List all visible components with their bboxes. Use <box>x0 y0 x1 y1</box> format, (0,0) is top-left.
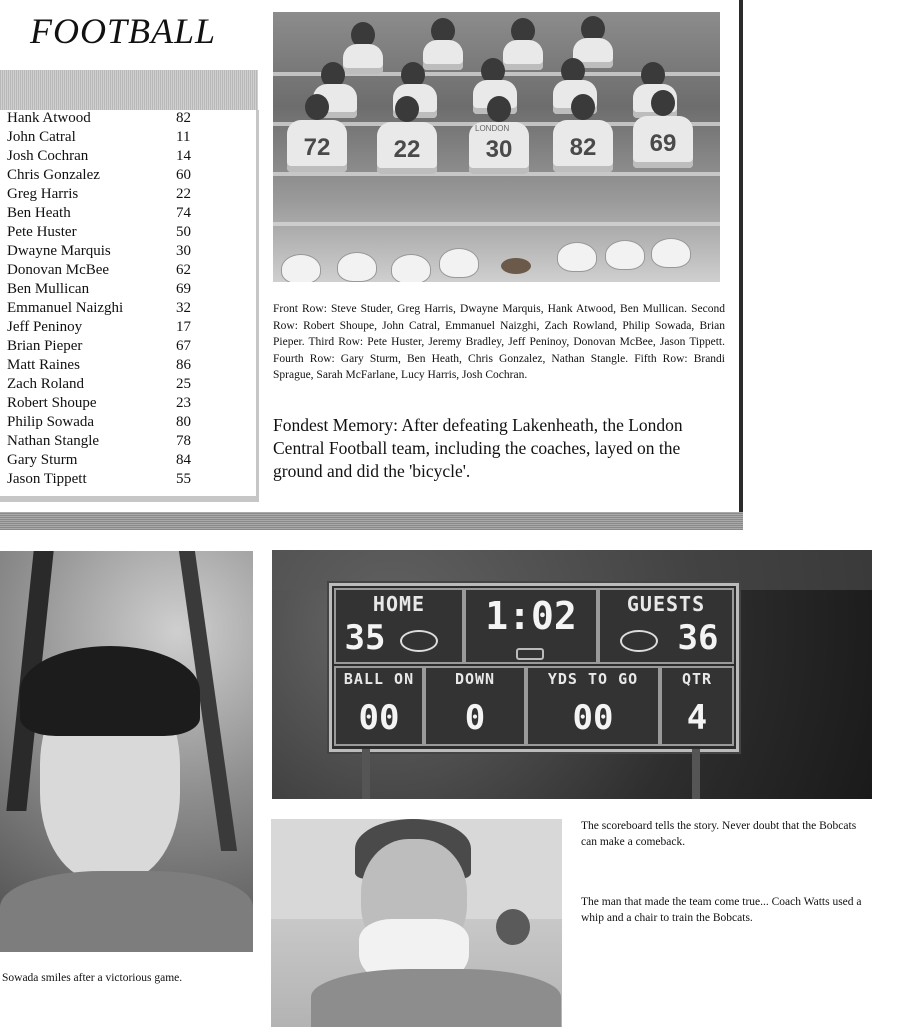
jersey-number: 72 <box>303 134 331 161</box>
possession-football-icon <box>400 630 438 652</box>
player-name: Hank Atwood <box>7 110 91 126</box>
down-label: DOWN <box>454 670 496 688</box>
roster-row <box>7 223 247 242</box>
roster-row <box>7 470 247 489</box>
player-number: 74 <box>176 205 191 221</box>
quarter-panel <box>660 666 734 746</box>
player-name: Robert Shoupe <box>7 395 97 411</box>
scoreboard-photo <box>272 550 872 799</box>
scoreboard-post <box>692 749 700 799</box>
player-name: Philip Sowada <box>7 414 95 430</box>
jersey-number: 69 <box>649 130 677 157</box>
roster-row <box>7 337 247 356</box>
helmet-icon <box>391 254 431 282</box>
helmet-icon <box>439 248 479 278</box>
helmet-icon <box>605 240 645 270</box>
roster-row <box>7 299 247 318</box>
player-number: 86 <box>176 357 191 373</box>
roster-row <box>7 413 247 432</box>
helmet-icon <box>557 242 597 272</box>
player-name: Donovan McBee <box>7 262 110 278</box>
player-number: 80 <box>176 414 191 430</box>
scoreboard <box>329 583 739 752</box>
player-number: 82 <box>176 110 191 126</box>
player-number: 62 <box>176 262 191 278</box>
down-panel <box>424 666 526 746</box>
jersey-number: 30 <box>485 136 513 163</box>
player-name: Emmanuel Naizghi <box>7 300 124 316</box>
player-number: 67 <box>176 338 191 354</box>
home-label: HOME <box>372 592 426 616</box>
home-panel <box>334 588 464 664</box>
roster-row <box>7 451 247 470</box>
clock-panel <box>464 588 598 664</box>
scoreboard-caption: The scoreboard tells the story. Never doubt that the Bobcats can make a comeback. <box>581 820 857 848</box>
fondest-memory: Fondest Memory: After defeating Lakenheath, the London Central Football team, including the coaches, layed on the ground and did the 'bicycle'. <box>273 415 683 481</box>
player-name: Zach Roland <box>7 376 85 392</box>
roster-row <box>7 432 247 451</box>
coach-photo <box>271 819 562 1027</box>
hair <box>20 646 200 736</box>
player-number: 22 <box>176 186 191 202</box>
team-photo <box>273 12 720 282</box>
helmet-icon <box>337 252 377 282</box>
coach-caption: The man that made the team come true... Coach Watts used a whip and a chair to train the Bobcats. <box>581 896 862 924</box>
home-score: 35 <box>344 618 386 658</box>
roster-row <box>7 166 247 185</box>
roster-row <box>7 242 247 261</box>
player-number: 23 <box>176 395 191 411</box>
jersey-text: LONDON <box>475 124 510 133</box>
panel-border <box>739 0 743 520</box>
guests-label: GUESTS <box>626 592 706 616</box>
player-name: Nathan Stangle <box>7 433 100 449</box>
roster-row <box>7 280 247 299</box>
roster-row <box>7 147 247 166</box>
player-number: 32 <box>176 300 191 316</box>
guests-score: 36 <box>677 618 719 658</box>
player-name: Chris Gonzalez <box>7 167 100 183</box>
yards-to-go-panel <box>526 666 660 746</box>
roster-row <box>7 204 247 223</box>
player-name: Pete Huster <box>7 224 77 240</box>
player-name: Jason Tippett <box>7 471 87 487</box>
qtr-value: 4 <box>686 698 708 738</box>
yds-to-go-label: YDS TO GO <box>547 670 639 688</box>
roster-list <box>0 110 259 502</box>
player-name: Greg Harris <box>7 186 79 202</box>
roster-row <box>7 356 247 375</box>
player-name: Josh Cochran <box>7 148 89 164</box>
player-name: Ben Heath <box>7 205 71 221</box>
roster-row <box>7 318 247 337</box>
jersey-number: 22 <box>393 136 421 163</box>
helmet-icon <box>651 238 691 268</box>
player-name: Brian Pieper <box>7 338 83 354</box>
qtr-label: QTR <box>681 670 713 688</box>
roster-header-band <box>0 70 258 110</box>
player-number: 78 <box>176 433 191 449</box>
player-name: Matt Raines <box>7 357 80 373</box>
roster-row <box>7 185 247 204</box>
player-number: 14 <box>176 148 191 164</box>
player-number: 60 <box>176 167 191 183</box>
player-name: Jeff Peninoy <box>7 319 83 335</box>
horn-icon <box>516 648 544 660</box>
player-name: Gary Sturm <box>7 452 78 468</box>
jacket <box>311 969 561 1027</box>
player-name: Ben Mullican <box>7 281 90 297</box>
team-photo-caption: Front Row: Steve Studer, Greg Harris, Dwayne Marquis, Hank Atwood, Ben Mullican. Second Row: Robert Shoupe, John Catral, Emmanuel Naizghi, Zach Rowland, Philip Sowada, Brian Pieper. Third Row: Pete Huster, Jeremy Bradley, Jeff Peninoy, Donovan McBee, Jason Tippett. Fourth Row: Gary Sturm, Ben Heath, Chris Gonzalez, Nathan Stangle. Fifth Row: Brandi Sprague, Sarah McFarlane, Lucy Harris, Josh Cochran. <box>273 303 725 381</box>
player-number: 55 <box>176 471 191 487</box>
player-number: 30 <box>176 243 191 259</box>
ball-on-label: BALL ON <box>343 670 415 688</box>
roster-row <box>7 375 247 394</box>
player-number: 50 <box>176 224 191 240</box>
guests-panel <box>598 588 734 664</box>
sowada-caption: Sowada smiles after a victorious game. <box>2 972 183 984</box>
football-icon <box>501 258 531 274</box>
ball-on-value: 00 <box>358 698 400 738</box>
background-person <box>496 909 530 945</box>
sowada-photo <box>0 551 253 952</box>
game-clock: 1:02 <box>485 594 577 638</box>
scoreboard-post <box>362 749 370 799</box>
helmet-icon <box>281 254 321 282</box>
jersey <box>0 871 253 952</box>
possession-football-icon <box>620 630 658 652</box>
roster-row <box>7 261 247 280</box>
roster-row <box>7 394 247 413</box>
player-number: 84 <box>176 452 191 468</box>
player-name: John Catral <box>7 129 76 145</box>
player-number: 25 <box>176 376 191 392</box>
ball-on-panel <box>334 666 424 746</box>
player-number: 17 <box>176 319 191 335</box>
bleacher-row <box>273 222 720 226</box>
roster-row <box>7 128 247 147</box>
jersey-number: 82 <box>569 134 597 161</box>
player-name: Dwayne Marquis <box>7 243 111 259</box>
page-title: FOOTBALL <box>30 11 217 51</box>
player-number: 69 <box>176 281 191 297</box>
roster-row <box>7 109 247 128</box>
down-value: 0 <box>464 698 486 738</box>
section-divider <box>0 512 743 530</box>
player-number: 11 <box>176 129 191 145</box>
yds-to-go-value: 00 <box>572 698 614 738</box>
